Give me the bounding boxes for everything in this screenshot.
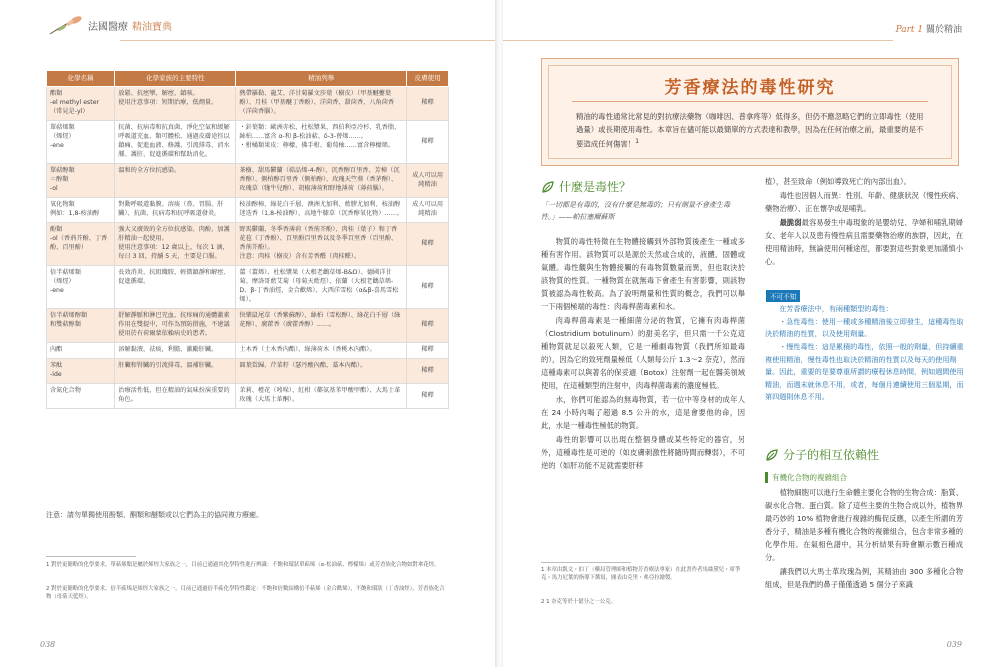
paragraph: 植物細胞可以進行生命體主要化合物的生物合成：脂質、碳水化合物、蛋白質。除了這些主要的生物合成以外，植物界最巧妙的 10% 植物會進行複雜的酶促反應，以產生所謂的芳香分子，精油是多種有機化合物的複雜組合，包含非常多種的化學作用。在氣相色譜中，其分析結果有時會顯示數百種成分。 bbox=[765, 488, 963, 562]
cell-chemical-name: 含氮化合物 bbox=[47, 384, 115, 409]
callout-box bbox=[765, 303, 965, 404]
paragraph: 植），甚至致命（例如導致死亡的內部出血）。 bbox=[765, 177, 911, 186]
cell-skin-use: 稀釋 bbox=[407, 309, 449, 343]
cell-chemical-name: 倍半萜烯醇類 和雙萜醇類 bbox=[47, 309, 115, 343]
cell-traits: 治療活性低，但在精油的氣味扮演重要的角色。 bbox=[115, 384, 236, 409]
title-rule bbox=[572, 101, 928, 102]
paragraph: 讓我們以大馬士革玫瑰為例，其精油由 300 多種化合物組成，但是我們的鼻子僅僅透過 5 個分子來識 bbox=[765, 566, 963, 589]
cell-traits: 放鬆、抗痙攣、解痙、鎮咳。 使用注意事項：短期治療，低劑量。 bbox=[115, 87, 236, 121]
cell-traits: 溫和的全方位抗感染。 bbox=[115, 164, 236, 198]
section-heading-interdependence bbox=[765, 446, 879, 463]
subheading: 有機化合物的複雜組合 bbox=[765, 472, 961, 483]
cell-traits: 肝臟和腎臟的引流排毒，溫補肝臟。 bbox=[115, 359, 236, 384]
table-row bbox=[47, 266, 449, 309]
flower-illustration-icon bbox=[48, 14, 84, 36]
paragraph: 毒性也因個人而異：性別、年齡、健康狀況（慢性疾病、藥物治療）、正在懷孕或是哺乳。 bbox=[765, 190, 963, 213]
cell-oils: 熱帶羅勒、龍艾、洋甘菊羅文莎葉（樹皮）（甲基醚蔞葉酚）、月桂（甲基醚丁香酚）、洋茴香、甜茴香、八角茴香（洋茴香腦）。 bbox=[236, 87, 407, 121]
cell-chemical-name: 苯酞 -ide bbox=[47, 359, 115, 384]
footnote-rule bbox=[46, 556, 136, 557]
table-row bbox=[47, 223, 449, 266]
body-column-1 bbox=[541, 236, 745, 474]
cell-chemical-name: 單萜烯類 （烯烴） -ene bbox=[47, 121, 115, 164]
page-number-left: 038 bbox=[40, 640, 56, 649]
cell-skin-use: 成人可以用純精油 bbox=[407, 164, 449, 198]
leaf-icon bbox=[765, 448, 779, 462]
cell-traits: 對動呼吸道黏膜、溶痰（鼻、胃腸、肝臟）、抗菌、抗病毒和抗呼吸道發炎。 bbox=[115, 198, 236, 223]
table-note: 注意：請勿單獨使用酚類、酮類和醚類或以它們為主的協同複方療癒。 bbox=[46, 511, 263, 519]
chemical-family-table bbox=[46, 70, 449, 409]
footnote-2: 2 對於更簡略的化學要求，倍半萜烯是烯烴大家族之一，目前已通過倍半萜化學特性鑑定：不飽和倍數結構倍半萜烯（金合歡烯），不飽和環狀（丁香油烴），芳香族化合物（母菊天藍烴）。 bbox=[46, 586, 445, 601]
header-part: Part 1 bbox=[895, 25, 924, 35]
table-row bbox=[47, 87, 449, 121]
callout-line: ・慢性毒性：這是累積的毒性，依照一般的劑量，但持續重複使用精油，慢性毒性也取決於精油的性質以及每天的使用劑量。因此，重要的是要尊重所謂的療程休息時間，例如週間使用精油，而週末就休息不用，或者，每個月連續使用三個星期，而第四週則休息不用。 bbox=[765, 341, 964, 402]
cell-oils: 土木香（土木香內酯）、綠薄荷木（香桃木內酯）。 bbox=[236, 343, 407, 359]
right-page bbox=[503, 0, 1000, 667]
table-row bbox=[47, 121, 449, 164]
cell-skin-use: 稀釋 bbox=[407, 359, 449, 384]
column-header-skin-use: 皮膚使用 bbox=[407, 71, 449, 87]
cell-oils: 茉莉、橙花（吲哚）、紅柑（鄰氨基苯甲酸甲酯）、大馬士革玫瑰（大馬士革酮）。 bbox=[236, 384, 407, 409]
section-heading-text: 什麼是毒性？ bbox=[559, 180, 632, 194]
header-rule bbox=[120, 40, 497, 41]
cell-chemical-name: 內酯 bbox=[47, 343, 115, 359]
column-header-traits: 化學家族的主要特性 bbox=[115, 71, 236, 87]
table-row bbox=[47, 384, 449, 409]
cell-skin-use: 稀釋 bbox=[407, 266, 449, 309]
cell-oils: 圓葉當歸、芹菜籽（瑟丹酸內酯、藁本內酯）。 bbox=[236, 359, 407, 384]
cell-skin-use: 成人可以用純精油 bbox=[407, 198, 449, 223]
cell-chemical-name: 酚類 -ol（香荊芥酚、丁香酚、百里酚） bbox=[47, 223, 115, 266]
intro-footnote-ref: 1 bbox=[635, 137, 640, 145]
leaf-icon bbox=[541, 180, 555, 194]
footnote-rule-right bbox=[541, 562, 631, 563]
paragraph bbox=[765, 217, 963, 269]
chapter-title: 芳香療法的毒性研究 bbox=[664, 78, 836, 98]
table-body bbox=[47, 87, 449, 409]
header-book-prefix: 法國醫療 bbox=[88, 21, 128, 33]
table-header-row bbox=[47, 71, 449, 87]
cell-skin-use: 稀釋 bbox=[407, 121, 449, 164]
header-section-title: 關於精油 bbox=[925, 25, 962, 35]
footnote-1: 1 對於更簡略的化學要求，單萜烯類是屬於烯烴大家族之一，目前已通過其化學特性進行辨識：不飽和環狀單萜烯（α-松油萜、檸檬烯）或芳香族化合物如對傘花烴。 bbox=[46, 562, 440, 568]
header-rule-right bbox=[503, 40, 893, 41]
body-column-2 bbox=[765, 176, 963, 270]
running-header-left bbox=[48, 14, 172, 36]
cell-traits: 舒解靜脈和淋巴充血、抗疼痛的通體激素作用在雙提中，可作為預防措施，不建議使用於有荷爾蒙依賴病史的患者。 bbox=[115, 309, 236, 343]
paragraph: 毒性的影響可以出現在整個身體或某些特定的器官，另外，這種毒性是可逆的（如皮膚刺激性將隨時間而轉弱），不可逆的（如肝功能不足就需要肝移 bbox=[541, 434, 745, 470]
table-row bbox=[47, 198, 449, 223]
callout-line: 在芳香療法中，有兩種類型的毒性： bbox=[779, 304, 893, 313]
cell-oils: 桉油醇樟、綠花白千層、澳洲尤加利、藍膠尤加利、桉油醇迷迭香（1,8-桉油醇）、高地牛膝草（沉香醇氧化物）……。 bbox=[236, 198, 407, 223]
callout-line: ・急性毒性：使用一種或多種精油後立即發生，這種毒性取決於精油的性質，以及使用劑量。 bbox=[765, 316, 964, 339]
cell-chemical-name: 酯類 -el methyl ester （常見是-yl） bbox=[47, 87, 115, 121]
cell-oils: 野馬鬱蘭、冬季香薄荷（香荊芥酚）、肉桂（葉子）和丁香花苞（丁香酚）、百里酚百里香以及冬季百里香（百里酚、香荊芥酚）。 注意：肉桂（樹皮）含有芳香醛（肉桂醛）。 bbox=[236, 223, 407, 266]
cell-skin-use: 稀釋 bbox=[407, 384, 449, 409]
cell-chemical-name: 氧化物類 例如：1,8-桉油醇 bbox=[47, 198, 115, 223]
table-row bbox=[47, 309, 449, 343]
cell-oils: 薑（薑烯）、杜松漿果（大根老鸛草烯-B&D）、德國洋甘菊、摩洛哥藍艾菊（母菊天藍烴）、依蘭（大根老鸛草烯-D、β-丁香油烴、金合歡烯）、大西洋雪松（α&β-喜馬雪松烯）。 bbox=[236, 266, 407, 309]
body-column-2-lower bbox=[765, 487, 963, 593]
cell-skin-use: 稀釋 bbox=[407, 87, 449, 121]
page-number-right: 039 bbox=[946, 640, 962, 649]
chapter-title-box bbox=[541, 58, 959, 166]
running-header-right bbox=[896, 22, 962, 35]
cell-skin-use: 稀釋 bbox=[407, 343, 449, 359]
paragraph: 物質的毒性特徵在生物體接觸到外部物質後產生一種或多種有害作用。該物質可以是源於天然或合成的，液體、固體或氣體。毒性觀與生物體接觸的有毒物質數量而異，但也取決於該物質的性質。一種物質在就無毒下會產生有害影響，則該物質被認為毒性較高。為了說明劑量和性質的概念，我們可以舉一下兩個極端的毒性：肉毒桿菌毒素和水。 bbox=[541, 237, 745, 311]
header-book-accent: 精油寶典 bbox=[132, 21, 172, 33]
cell-traits: 溶解黏液，祛痰，利膽，激勵肝臟。 bbox=[115, 343, 236, 359]
chapter-intro bbox=[576, 111, 924, 151]
callout-tag: 不可不知 bbox=[766, 290, 800, 302]
cell-chemical-name: 倍半萜烯類 （烯烴） -ene bbox=[47, 266, 115, 309]
section-heading-text: 分子的相互依賴性 bbox=[783, 448, 880, 462]
cell-skin-use: 稀釋 bbox=[407, 223, 449, 266]
paragraph-text: 最容易發生中毒現象的是嬰幼兒、孕婦和哺乳期婦女、老年人以及患有慢性病且需要藥物治療的族群，因此，在使用精油時，無論使用何種途徑，都要對這些對象更加謹慎小心。 bbox=[765, 217, 964, 266]
footnote-right-2: 2 1 奈克等於十億分之一公克。 bbox=[541, 599, 616, 605]
cell-traits: 強大又廣效的全方位抗感染、肉酚，加護肝精油一起使用。 使用注意事項：12 歲以上，每次 1 滴，每日 3 回，持續 5 天，主要是口服。 bbox=[115, 223, 236, 266]
left-page bbox=[0, 0, 497, 667]
paragraph: 水，你們可能認為的無毒物質，若一位中等身材的成年人在 24 小時內喝了超過 8.5 公升的水，這是會要他的命，因此，水是一種毒性極低的物質。 bbox=[541, 394, 745, 430]
column-header-chemical-name: 化學名稱 bbox=[47, 71, 115, 87]
cell-traits: 抗菌、抗病毒和抗真菌、淨化空氣和緩解呼吸道充血、類可體松、通過皮膚途徑以鎮痛、促進血液、修護、引流排毒、消水腫、護肝、促進循環和幫助消化。 bbox=[115, 121, 236, 164]
cell-oils: ・針葉類：歐洲赤松、杜松漿果、西伯利亞冷杉、乳香脂、絲柏……富含 α-和 β-松油萜、δ-3-蒈烯……。 ・柑橘類果皮：檸檬、佛手柑、葡萄柚……富含檸檬烯。 bbox=[236, 121, 407, 164]
cell-traits: 長效消炎、抗組織胺、輕微鎮靜和解痙、促進循環。 bbox=[115, 266, 236, 309]
cell-chemical-name: 單萜醇類 ＝醇類 -ol bbox=[47, 164, 115, 198]
chapter-intro-text: 精油的毒性通常比常見的對抗療法藥物（咖啡因、普拿疼等）低得多，但仍不應忽略它們的立即毒性（使用過量）或長期使用毒性。本章旨在儘可能以最簡單的方式表達和教學，因為在任何治療之前，最重要的是不要造成任何傷害！ bbox=[576, 112, 924, 149]
table-row bbox=[47, 164, 449, 198]
table-row bbox=[47, 359, 449, 384]
cell-oils: 快樂鼠尾草（香紫蘇醇）、絲柏（雪松醇）、綠花白千層（綠花醇）、廣藿香（廣藿香醇）……。 bbox=[236, 309, 407, 343]
table-row bbox=[47, 343, 449, 359]
bold-term: 最脆弱 bbox=[779, 217, 802, 227]
column-header-oils: 精油列舉 bbox=[236, 71, 407, 87]
section-heading-toxicity bbox=[541, 178, 631, 195]
paracelsus-quote: 「一切都是有毒的，沒有什麼是無毒的；只有劑量不會產生毒性。」——帕拉塞爾蘇斯 bbox=[541, 201, 730, 221]
cell-oils: 茶樹、甜馬鬱蘭（萜品烯-4-醇）、沉香醇百里香、芳樟（沉香醇）、側柏醇百里香（側柏醇）、玫瑰天竺葵（香茅醇）、玫瑰草（牻牛兒醇）、胡椒薄荷和野地薄荷（薄荷腦）。 bbox=[236, 164, 407, 198]
paragraph: 肉毒桿菌毒素是一種細菌分泌的物質，它擁有肉毒桿菌（Clostridium botulinum）的甜美名字，但只需一千公克這種物質就足以殺死人類，它是一種劇毒物質（我們所知最毒的），因為它的致死劑量極低（人類每公斤 1.3～2 奈克），然而這種毒素可以與著名的保妥適（Botox）注射劑一起在醫美領域使用，在這種類型的注射中，肉毒桿菌毒素的濃度極低。 bbox=[541, 315, 745, 390]
footnote-right-1: 1 本章由凱文・伯丁（藥局管理師和植物芳香療法專家）在此書作者馬絲黛兒・席爭克・馬力尼葉的指導下撰寫，圖表由克里・弗亞拉繪製。 bbox=[541, 567, 741, 582]
